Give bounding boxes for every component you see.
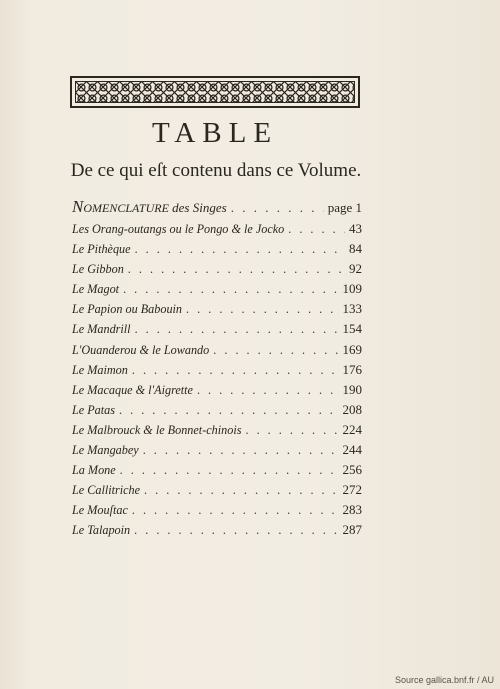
toc-entry [72, 197, 362, 221]
toc-entry-label: Le Papion ou Babouin [72, 302, 183, 317]
toc-entry-label: Nomenclature des Singes [72, 197, 227, 216]
leader-dots [128, 262, 345, 277]
leader-dots [213, 343, 338, 358]
toc-entry-page: 154 [342, 321, 362, 337]
toc-entry [72, 281, 362, 301]
toc-entry-page: 244 [342, 442, 362, 458]
toc-entry-page: 283 [342, 502, 362, 518]
toc-entry-page: 92 [349, 261, 362, 277]
toc-entry-label: Le Gibbon [72, 262, 124, 277]
toc-entry [72, 462, 362, 482]
toc-entry-page: 84 [349, 241, 362, 257]
toc-entry [72, 482, 362, 502]
leader-dots [143, 443, 339, 458]
leader-dots [123, 282, 338, 297]
toc-entry-label: La Mone [72, 463, 116, 478]
leader-dots [144, 483, 338, 498]
toc-entry [72, 321, 362, 341]
toc-entry-label: Le Mandrill [72, 322, 131, 337]
toc-entry [72, 502, 362, 522]
toc-entry [72, 522, 362, 542]
toc-entry-page: 224 [342, 421, 362, 437]
leader-dots [134, 523, 338, 538]
toc-entry-page: 43 [349, 221, 362, 236]
leader-dots [288, 222, 345, 237]
toc-entry [72, 422, 362, 442]
toc-entry [72, 382, 362, 402]
toc-entry [72, 241, 362, 261]
toc-entry-label: Les Orang-outangs ou le Pongo & le Jocko [72, 222, 285, 236]
source-credit: Source gallica.bnf.fr / AU [394, 675, 494, 685]
leader-dots [186, 302, 338, 317]
toc-entry-page: 272 [342, 482, 362, 498]
leader-dots [231, 200, 324, 216]
page-subtitle: De ce qui eſt contenu dans ce Volume. [70, 160, 362, 181]
leader-dots [120, 463, 339, 478]
toc-entry [72, 261, 362, 281]
toc-entry-label: Le Malbrouck & le Bonnet-chinois [72, 422, 242, 437]
toc-entry-label: Le Magot [72, 282, 120, 297]
toc-entry-page: page 1 [327, 200, 362, 215]
toc-entry-label: Le Mangabey [72, 443, 139, 458]
toc-entry [72, 342, 362, 362]
leader-dots [245, 423, 338, 438]
toc-entry-label: Le Mouſtac [72, 503, 128, 518]
decorative-headband [70, 76, 360, 108]
leader-dots [135, 322, 339, 337]
toc-entry-label: Le Callitriche [72, 483, 141, 498]
leader-dots [132, 503, 339, 518]
page-title: TABLE [151, 117, 279, 149]
toc-entry-label: Le Macaque & l'Aigrette [72, 382, 193, 397]
toc-entry-label: L'Ouanderou & le Lowando [72, 342, 210, 357]
toc-entry [72, 402, 362, 422]
toc-entry-page: 208 [342, 401, 362, 417]
toc-entry [72, 221, 362, 241]
toc-entry [72, 301, 362, 321]
leader-dots [132, 363, 339, 378]
toc-entry [72, 362, 362, 382]
toc-entry-page: 190 [342, 381, 362, 397]
toc-entry-label: Le Maimon [72, 362, 128, 377]
headband-pattern [75, 81, 355, 103]
table-of-contents [72, 197, 362, 543]
leader-dots [119, 403, 339, 418]
leader-dots [135, 242, 345, 257]
toc-entry-page: 256 [342, 462, 362, 478]
toc-entry-page: 287 [342, 522, 362, 538]
toc-entry-page: 169 [342, 341, 362, 357]
toc-entry [72, 442, 362, 462]
toc-entry-label: Le Talapoin [72, 523, 131, 538]
toc-entry-label: Le Pithèque [72, 242, 131, 257]
toc-entry-page: 176 [342, 361, 362, 377]
toc-entry-page: 109 [342, 281, 362, 297]
toc-entry-label: Le Patas [72, 402, 115, 417]
toc-entry-page: 133 [342, 301, 362, 317]
leader-dots [197, 383, 339, 398]
